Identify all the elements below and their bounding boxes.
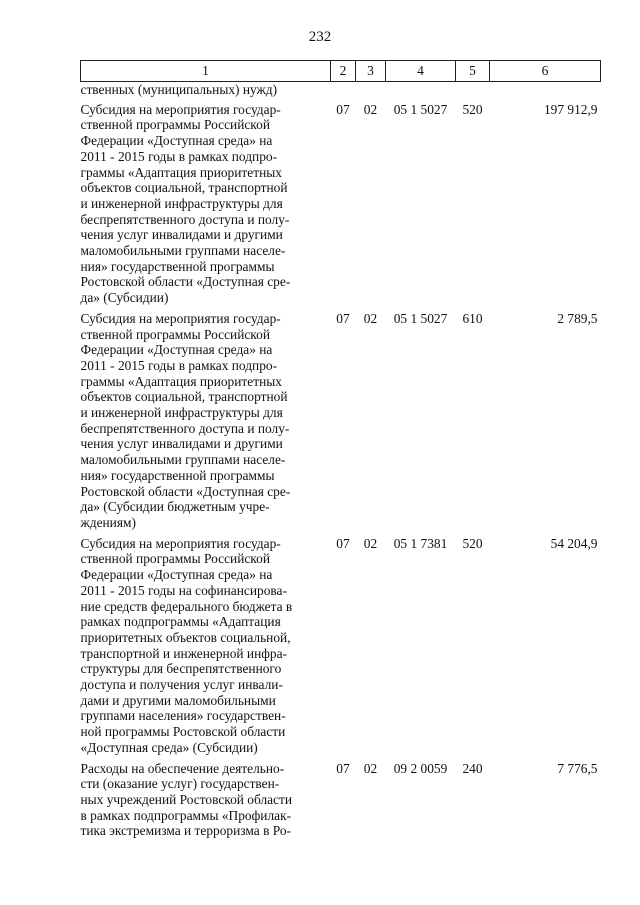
- row-name: Расходы на обеспечение деятельно- сти (оказание услуг) государствен- ных учреждений Ростовской области в рамках подпрограммы «Профилак- тика экстремизма и терроризма в Ро-: [80, 760, 293, 839]
- row-section: 07: [336, 535, 350, 551]
- continuation-row: [81, 82, 601, 102]
- page-number: 232: [308, 29, 332, 45]
- header-col-4: 4: [386, 61, 456, 82]
- row-name: Субсидия на мероприятия государ- ственной программы Российской Федерации «Доступная среда» на 2011 - 2015 годы в рамках подпро- граммы «Адаптация приоритетных объектов социальной, транспортной и инженерной инфраструктуры для беспрепятственного доступа и полу- чения услуг инвалидами и другими маломобильными группами населе- ния» государственной программы Ростовской области «Доступная сре- да» (Субсидии бюджетным учре- ждениям): [80, 310, 291, 530]
- row-target-code: 09 2 0059: [393, 760, 448, 776]
- continuation-text: ственных (муниципальных) нужд): [80, 82, 278, 97]
- row-amount: 7 776,5: [557, 760, 598, 776]
- budget-table: [80, 60, 601, 844]
- table-row: [81, 102, 601, 311]
- header-col-5: 5: [456, 61, 490, 82]
- row-expense-type: 520: [462, 535, 483, 551]
- row-section: 07: [336, 760, 350, 776]
- row-section: 07: [336, 101, 350, 117]
- header-col-2: 2: [331, 61, 356, 82]
- header-col-3: 3: [356, 61, 386, 82]
- table-row: [81, 311, 601, 536]
- header-col-1: 1: [81, 61, 331, 82]
- row-amount: 54 204,9: [550, 535, 598, 551]
- row-target-code: 05 1 7381: [393, 535, 448, 551]
- row-target-code: 05 1 5027: [393, 310, 448, 326]
- row-subsection: 02: [363, 310, 378, 326]
- row-expense-type: 520: [462, 101, 483, 117]
- header-col-6: 6: [490, 61, 601, 82]
- row-name: Субсидия на мероприятия государ- ственной программы Российской Федерации «Доступная среда» на 2011 - 2015 годы в рамках подпро- граммы «Адаптация приоритетных объектов социальной, транспортной и инженерной инфраструктуры для беспрепятственного доступа и полу- чения услуг инвалидами и другими маломобильными группами населе- ния» государственной программы Ростовской области «Доступная сре- да» (Субсидии): [80, 101, 291, 306]
- row-target-code: 05 1 5027: [393, 101, 448, 117]
- row-section: 07: [336, 310, 350, 326]
- row-expense-type: 240: [462, 760, 483, 776]
- table-row: [81, 536, 601, 761]
- table-row: [81, 761, 601, 845]
- row-subsection: 02: [363, 760, 378, 776]
- table-header-row: [81, 61, 601, 82]
- row-expense-type: 610: [462, 310, 483, 326]
- row-amount: 197 912,9: [543, 101, 598, 117]
- row-amount: 2 789,5: [557, 310, 598, 326]
- row-subsection: 02: [363, 101, 378, 117]
- row-name: Субсидия на мероприятия государ- ственной программы Российской Федерации «Доступная среда» на 2011 - 2015 годы на софинансирова- ние средств федерального бюджета в рамках подпрограммы «Адаптация приоритетных объектов социальной, транспортной и инженерной инфра- структуры для беспрепятственного доступа и получения услуг инвали- дами и другими маломобильными группами населения» государствен- ной программы Ростовской области «Доступная среда» (Субсидии): [80, 535, 293, 755]
- row-subsection: 02: [363, 535, 378, 551]
